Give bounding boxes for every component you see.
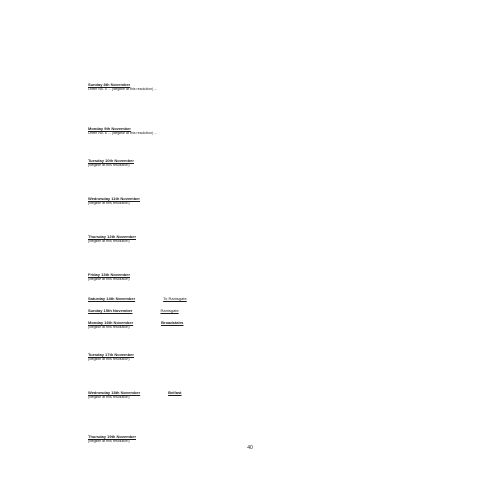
entry-body: Letter No. 6 ... (illegible at this resolution) ... [88,131,158,135]
diary-entry [88,390,414,431]
entry-date: Monday 16th November [88,320,134,325]
diary-entry [88,434,414,469]
entry-body: (illegible at this resolution) [88,395,130,399]
diary-entry [88,308,414,313]
entry-heading: Monday 9th November [88,126,131,131]
entry-body: (illegible at this resolution) [88,239,130,243]
entry-date: Sunday 15th November [88,308,133,313]
entry-heading: Friday 13th November [88,272,131,277]
entry-heading: Thursday 12th November [88,234,137,239]
entry-body: (illegible at this resolution) [88,325,130,329]
entry-heading [88,308,414,313]
diary-entry [88,82,414,123]
entry-date: Wednesday 18th November [88,390,141,395]
entry-body: (illegible at this resolution) [88,439,130,443]
entry-heading: Tuesday 10th November [88,158,134,163]
page-number: 40 [247,445,253,451]
diary-entry [88,352,414,387]
diary-entry [88,234,414,269]
entry-body: (illegible at this resolution) [88,277,130,281]
entry-date: Saturday 14th November [88,296,136,301]
diary-entry [88,126,414,155]
entry-body: (illegible at this resolution) [88,357,130,361]
entry-heading: Tuesday 17th November [88,352,134,357]
entry-location: To Ramsgate [163,296,187,301]
entry-heading: Wednesday 11th November [88,196,140,201]
diary-entry [88,296,414,301]
entry-heading: Thursday 19th November [88,434,137,439]
entry-heading: Sunday 8th November [88,82,131,87]
diary-entry [88,158,414,193]
entry-location: Broadstairs [161,320,184,325]
entry-location: Belfast [168,390,182,395]
entry-heading [88,296,414,301]
diary-entry [88,320,414,349]
document-page [88,82,414,472]
entry-location: Ramsgate [160,308,179,313]
entry-body: (illegible at this resolution) [88,163,130,167]
diary-entry [88,196,414,231]
diary-entry [88,272,414,289]
entry-body: Letter No. 5 ... (illegible at this resolution) ... [88,87,158,91]
entry-body: (illegible at this resolution) [88,201,130,205]
